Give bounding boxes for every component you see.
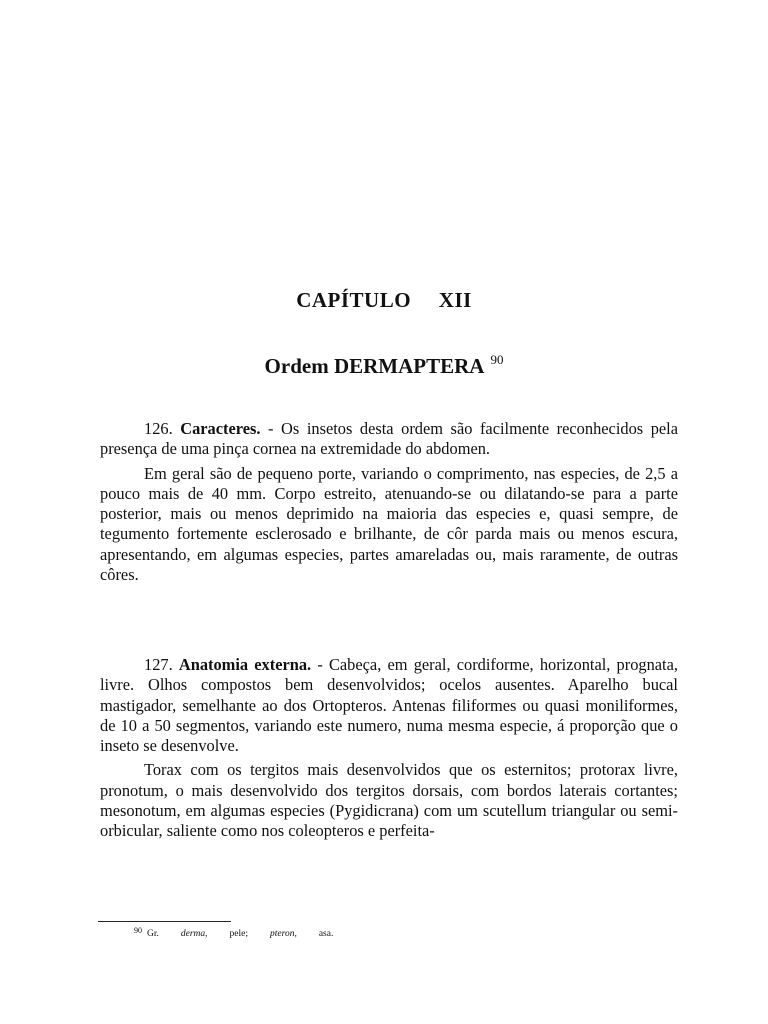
section-127 [100,655,678,842]
chapter-number: XII [438,288,472,312]
section-127-paragraph-2: Torax com os tergitos mais desenvolvidos que os esternitos; protorax livre, pronotum, o mais desenvolvido dos tergitos dorsais, com bordos laterais cortantes; mesonotum, em algumas especies (Pygidicrana) com um scutellum triangular ou semi-orbicular, saliente como nos coleopteros e perfeita- [100,760,678,841]
footnote-derma: derma, [180,929,208,939]
section-126-paragraph-1 [100,419,678,460]
footnote-reference: 90 [490,352,504,367]
chapter-title [0,288,768,313]
footnote-pteron: pteron, [270,929,297,939]
footnote-number: 90 [134,926,142,935]
section-126 [100,419,678,585]
section-126-text: - Os insetos desta ordem são facilmente reconhecidos pela presença de uma pinça cornea na extremidade do abdomen. [100,419,678,459]
section-127-paragraph-1 [100,655,678,756]
footnote [134,926,333,939]
footnote-asa: asa. [318,929,334,939]
section-126-number: 126. [144,419,173,438]
order-name: DERMAPTERA [333,354,485,378]
section-127-heading: Anatomia externa. [178,655,312,674]
section-127-text: - Cabeça, em geral, cordiforme, horizontal, prognata, livre. Olhos compostos bem desenvolvidos; ocelos ausentes. Aparelho bucal mastigador, semelhante ao dos Ortopteros. Antenas filiformes ou quasi moniliformes, de 10 a 50 segmentos, variando este numero, numa mesma especie, á proporção que o inseto se desenvolve. [100,655,678,756]
section-126-heading: Caracteres. [180,419,261,438]
footnote-pele: pele; [229,929,248,939]
chapter-label: CAPÍTULO [296,288,412,312]
section-126-paragraph-2: Em geral são de pequeno porte, variando o comprimento, nas especies, de 2,5 a pouco mais de 40 mm. Corpo estreito, atenuando-se ou dilatando-se para a parte posterior, mais ou menos deprimido na maioria das especies e, quasi sempre, de tegumento fortemente esclerosado e brilhante, de côr parda mais ou menos escura, apresentando, em algumas especies, partes amareladas ou, mais raramente, de outras côres. [100,463,678,585]
footnote-gr: Gr. [147,929,159,939]
order-prefix: Ordem [264,354,329,378]
order-title [0,352,768,379]
section-127-number: 127. [144,655,173,674]
footnote-divider [98,921,231,922]
